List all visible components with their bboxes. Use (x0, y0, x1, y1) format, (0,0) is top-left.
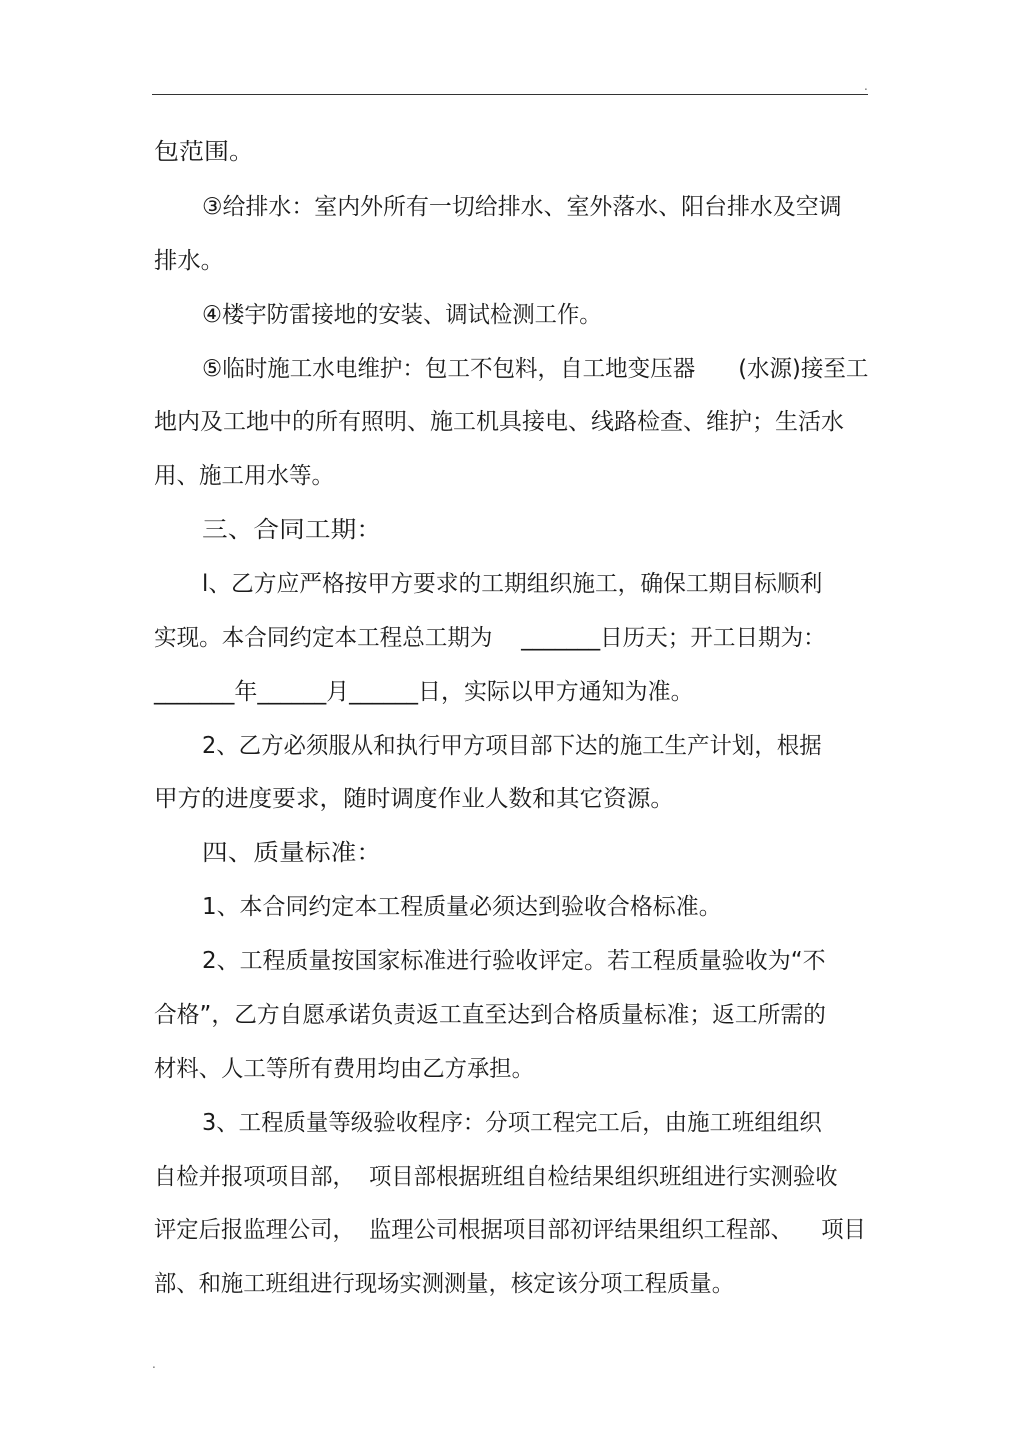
top-corner-dot: . (864, 79, 868, 93)
bottom-corner-dot: . (152, 1357, 156, 1371)
text-line: 2、乙方必须服从和执行甲方项目部下达的施工生产计划，根据 (202, 733, 822, 759)
text-line: l、乙方应严格按甲方要求的工期组织施工，确保工期目标顺利 (202, 571, 823, 597)
text-line: 合格”，乙方自愿承诺负责返工直至达到合格质量标准；返工所需的 (154, 1002, 826, 1028)
text-line: 部、和施工班组进行现场实测测量，核定该分项工程质量。 (154, 1271, 735, 1297)
text-line: ③给排水：室内外所有一切给排水、室外落水、阳台排水及空调 (202, 194, 842, 220)
section-heading: 三、合同工期： (202, 517, 382, 543)
text-line: 1、本合同约定本工程质量必须达到验收合格标准。 (202, 894, 722, 920)
text-line: 甲方的进度要求，随时调度作业人数和其它资源。 (154, 786, 675, 812)
text-line: 2、工程质量按国家标准进行验收评定。若工程质量验收为“不 (202, 948, 826, 974)
text-line: 自检并报项项目部， 项目部根据班组自检结果组织班组进行实测验收 (154, 1164, 838, 1190)
text-line: 材料、人工等所有费用均由乙方承担。 (154, 1056, 535, 1082)
text-line: 排水。 (154, 248, 225, 274)
text-line: ④楼宇防雷接地的安装、调试检测工作。 (202, 302, 602, 328)
header-rule (152, 94, 868, 95)
text-line: 包范围。 (154, 139, 255, 165)
text-line: 用、施工用水等。 (154, 463, 335, 489)
text-line: _______年______月______日，实际以甲方通知为准。 (154, 679, 694, 705)
text-line: 地内及工地中的所有照明、施工机具接电、线路检查、维护；生活水 (154, 409, 844, 435)
text-line: 实现。本合同约定本工程总工期为 _______日历天；开工日期为： (154, 625, 826, 651)
text-line: ⑤临时施工水电维护：包工不包料，自工地变压器 (水源)接至工 (202, 356, 869, 382)
text-line: 评定后报监理公司， 监理公司根据项目部初评结果组织工程部、 项目 (154, 1217, 866, 1243)
text-line: 3、工程质量等级验收程序：分项工程完工后，由施工班组组织 (202, 1110, 822, 1136)
section-heading: 四、质量标准： (202, 840, 382, 866)
